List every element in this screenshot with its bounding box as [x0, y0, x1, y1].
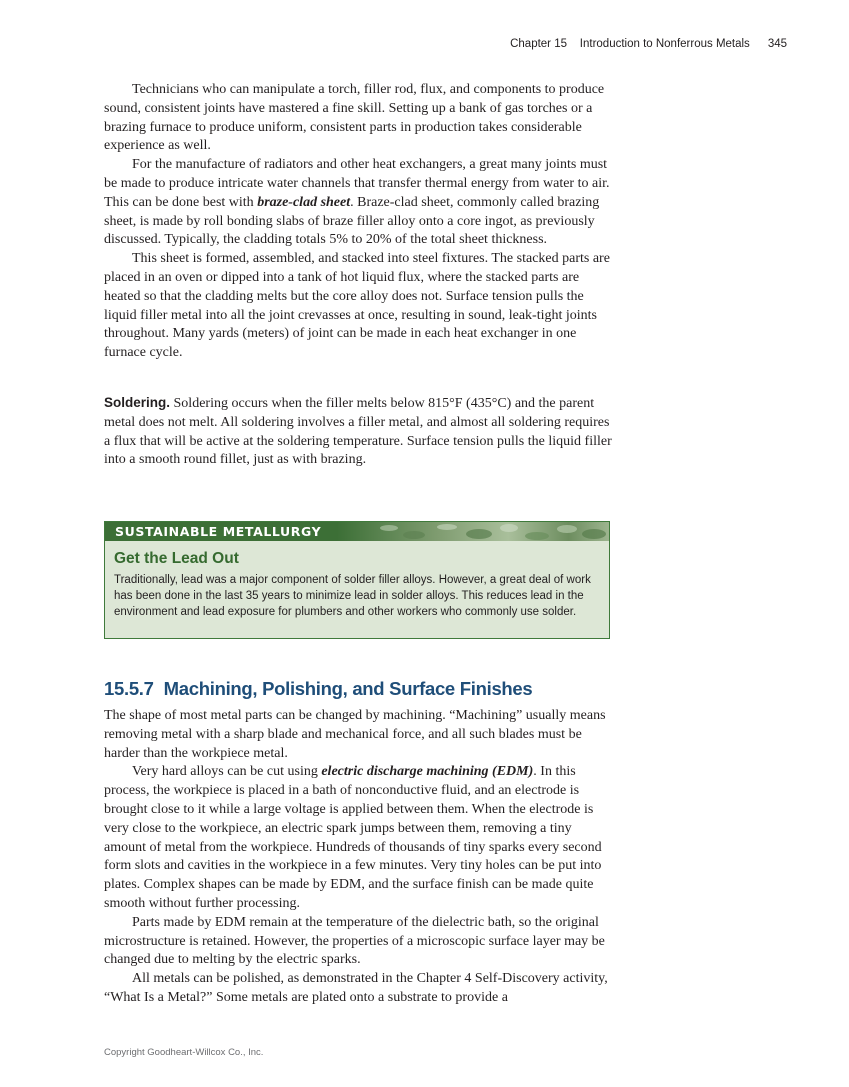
sustainable-metallurgy-sidebar [104, 521, 610, 639]
chapter-title: Introduction to Nonferrous Metals [579, 38, 750, 50]
section-heading [104, 678, 532, 700]
sidebar-band-label: SUSTAINABLE METALLURGY [115, 524, 322, 539]
paragraph-soldering: Soldering. Soldering occurs when the filler melts below 815°F (435°C) and the parent metal does not melt. All soldering involves a filler metal, and almost all soldering requires a flux that will be active at the soldering temperature. Surface tension pulls the liquid filler into a smooth round fillet, just as with brazing. [104, 395, 612, 468]
paragraph-edm: Very hard alloys can be cut using electric discharge machining (EDM). In this process, the workpiece is placed in a bath of nonconductive fluid, and an electrode is brought close to it while a large voltage is applied between them. When the electrode is very close to the workpiece, an electric spark jumps between them, removing a tiny amount of metal from the workpiece. Hundreds of thousands of tiny sparks every second form slots and cavities in the workpiece in a few minutes. Very tiny holes can be put into plates. Complex shapes can be made by EDM, and the surface finish can be made quite smooth without further processing. [104, 764, 602, 911]
paragraph-edm-microstructure: Parts made by EDM remain at the temperature of the dielectric bath, so the original microstructure is retained. However, the properties of a microscopic surface layer may be changed due to melting by the electric sparks. [104, 914, 605, 968]
section-title: Machining, Polishing, and Surface Finishes [163, 678, 533, 699]
paragraph-machining: The shape of most metal parts can be changed by machining. “Machining” usually means removing metal with a sharp blade and mechanical force, and all such blades must be harder than the workpiece metal. [104, 708, 606, 761]
sidebar-title: Get the Lead Out [114, 550, 239, 567]
paragraph-brazing-skill: Technicians who can manipulate a torch, filler rod, flux, and components to produce sound, consistent joints have mastered a fine skill. Setting up a bank of gas torches or a brazing furnace to produce uniform, consistent parts in production takes considerable experience as well. [104, 82, 605, 154]
soldering-text [104, 394, 616, 470]
term-edm: electric discharge machining (EDM) [321, 764, 534, 780]
term-braze-clad-sheet: braze-clad sheet [257, 194, 351, 210]
copyright-footer: Copyright Goodheart-Willcox Co., Inc. [104, 1047, 264, 1058]
paragraph-furnace-brazing: This sheet is formed, assembled, and stacked into steel fixtures. The stacked parts are placed in an oven or dipped into a tank of hot liquid flux, where the stacked parts are heated so that the cladding melts but the core alloy does not. Surface tension pulls the liquid filler metal into all the joint crevasses at once, resulting in sound, leak-tight joints throughout. Many yards (meters) of joint can be made in each heat exchanger in one furnace cycle. [104, 251, 610, 361]
paragraph-braze-clad: For the manufacture of radiators and other heat exchangers, a great many joints must be made to produce intricate water channels that transfer thermal energy from water to air. This can be done best with braze-clad sheet. Braze-clad sheet, commonly called brazing sheet, is made by roll bonding slabs of braze filler alloy onto a core ingot, as previously discussed. Typically, the cladding totals 5% to 20% of the total sheet thickness. [104, 157, 610, 248]
sidebar-band [105, 522, 609, 541]
sidebar-text: Traditionally, lead was a major component of solder filler alloys. However, a great deal of work has been done in the last 35 years to minimize lead in solder alloys. This reduces lead in the environment and lead exposure for plumbers and other workers who commonly use solder. [114, 574, 591, 618]
leaf-texture-decoration [369, 522, 609, 541]
machining-text [104, 707, 616, 1008]
running-header [510, 38, 787, 50]
section-number: 15.5.7 [104, 678, 154, 699]
soldering-heading: Soldering. [104, 395, 171, 410]
paragraph-polishing: All metals can be polished, as demonstrated in the Chapter 4 Self-Discovery activity, “What Is a Metal?” Some metals are plated onto a substrate to provide a [104, 971, 608, 1005]
chapter-label: Chapter 15 [510, 38, 567, 50]
brazing-text [104, 81, 616, 363]
page-number: 345 [767, 38, 787, 50]
